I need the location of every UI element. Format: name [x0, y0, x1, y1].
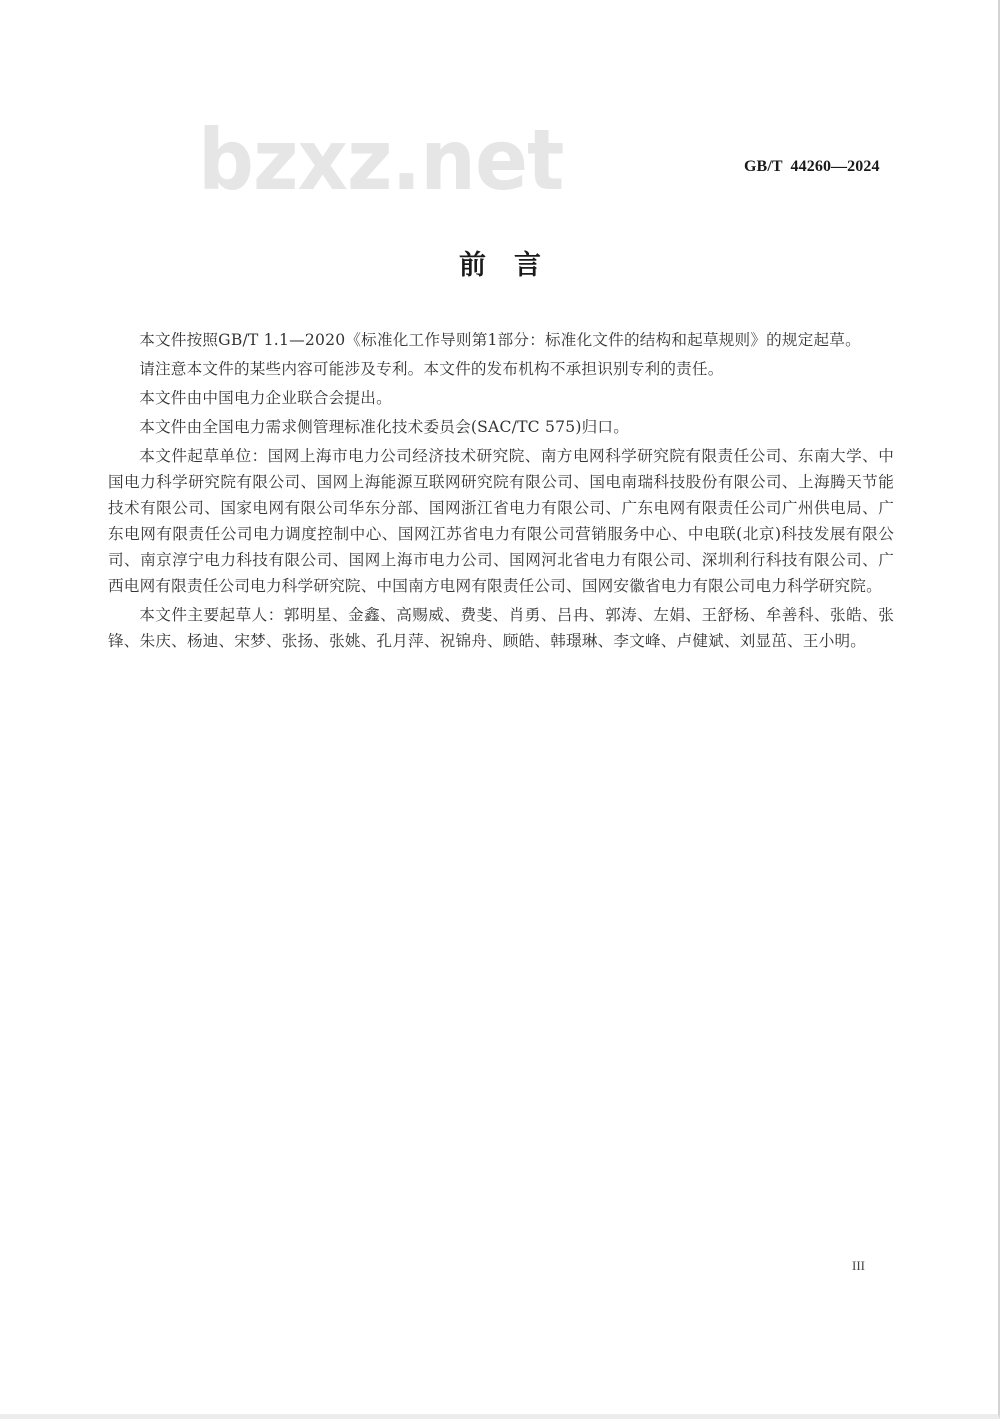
standard-code-header: GB/T 44260—2024 [744, 158, 880, 175]
watermark: bzxz.net [198, 111, 564, 209]
foreword-body [108, 327, 894, 657]
paragraph-drafting-units: 本文件起草单位：国网上海市电力公司经济技术研究院、南方电网科学研究院有限责任公司、东南大学、中国电力科学研究院有限公司、国网上海能源互联网研究院有限公司、国电南瑞科技股份有限公司、上海腾天节能技术有限公司、国家电网有限公司华东分部、国网浙江省电力有限公司、广东电网有限责任公司广州供电局、广东电网有限责任公司电力调度控制中心、国网江苏省电力有限公司营销服务中心、中电联(北京)科技发展有限公司、南京淳宁电力科技有限公司、国网上海市电力公司、国网河北省电力有限公司、深圳利行科技有限公司、广西电网有限责任公司电力科学研究院、中国南方电网有限责任公司、国网安徽省电力有限公司电力科学研究院。 [108, 447, 894, 595]
paragraph-drafters: 本文件主要起草人：郭明星、金鑫、高赐威、费斐、肖勇、吕冉、郭涛、左娟、王舒杨、牟善科、张皓、张锋、朱庆、杨迪、宋梦、张扬、张姚、孔月萍、祝锦舟、顾皓、韩璟琳、李文峰、卢健斌、刘显茁、王小明。 [108, 606, 894, 650]
paragraph-patent-notice: 请注意本文件的某些内容可能涉及专利。本文件的发布机构不承担识别专利的责任。 [139, 360, 724, 378]
section-title: 前言 [459, 250, 569, 281]
paragraph-technical-committee: 本文件由全国电力需求侧管理标准化技术委员会(SAC/TC 575)归口。 [139, 418, 629, 436]
paragraph-proposer: 本文件由中国电力企业联合会提出。 [139, 389, 392, 407]
page-number: III [852, 1258, 865, 1273]
paragraph-drafting-rules: 本文件按照GB/T 1.1—2020《标准化工作导则第1部分：标准化文件的结构和起草规则》的规定起草。 [139, 331, 861, 349]
